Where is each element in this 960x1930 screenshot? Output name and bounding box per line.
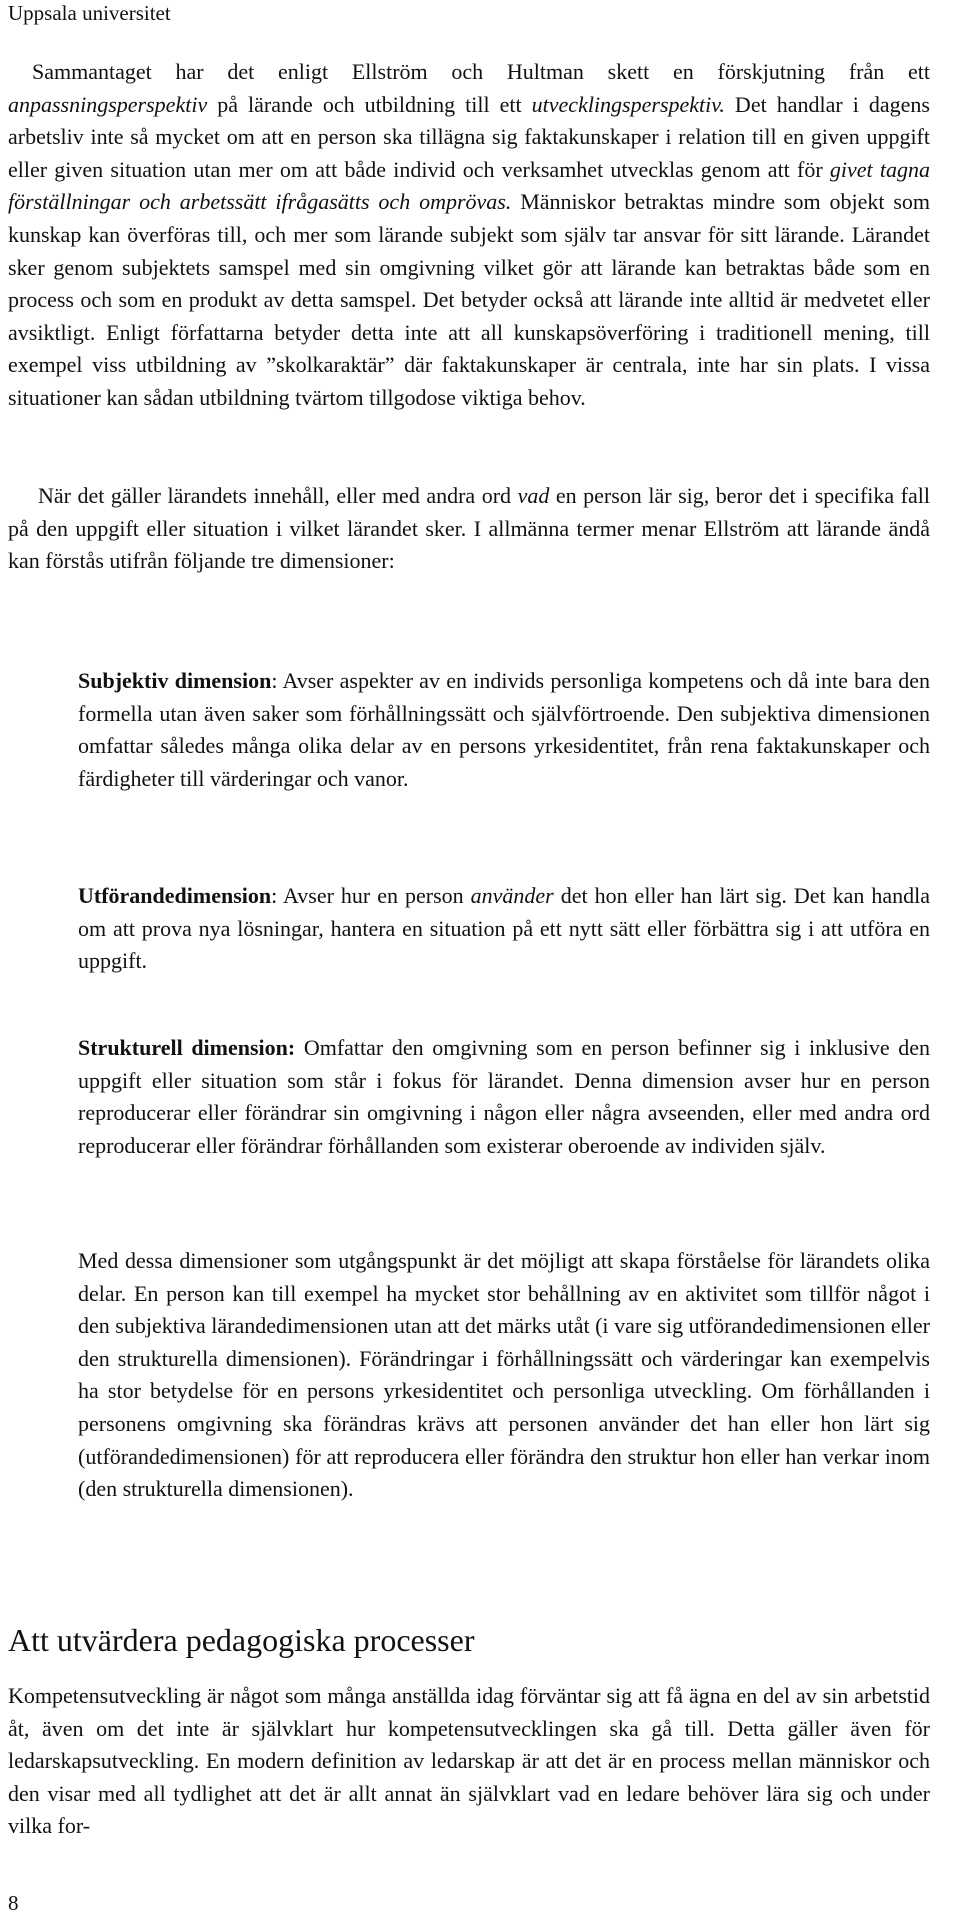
dimension-structural-term: Strukturell dimension: <box>78 1035 296 1060</box>
dimension-subjective-text: : Avser aspekter av en individs personliga kompetens och då inte bara den formella utan även saker som förhållningssätt och självförtroende. Den subjektiva dimensionen omfattar således många olika delar av en persons yrkesidentitet, från rena faktakunskaper och färdigheter till värderingar och vanor. <box>78 668 930 791</box>
section-heading: Att utvärdera pedagogiska processer <box>8 1622 475 1658</box>
dimension-structural <box>78 1032 930 1162</box>
running-header: Uppsala universitet <box>8 1 171 25</box>
p1-italic-3: givet tagna förställningar och arbetssätt ifrågasätts och omprövas. <box>8 156 930 215</box>
p1-italic-2: utvecklingsperspektiv. <box>531 91 725 117</box>
page-number: 8 <box>8 1891 19 1915</box>
p1-text-4: Människor betraktas mindre som objekt som kunskap kan överföras till, och mer som lärande subjekt som själv tar ansvar för sitt lärande. <box>8 189 930 247</box>
dimension-structural-text: Omfattar den omgivning som en person befinner sig i inklusive den uppgift eller situation som står i fokus för lärandet. Denna dimension avser hur en person reproducerar eller förändrar sin omgivning i någon eller några avseenden, eller med andra ord reproducerar eller förändrar förhållanden som existerar oberoende av individen själv. <box>78 1035 931 1158</box>
paragraph-competence-development: Kompetensutveckling är något som många anställda idag förväntar sig att få ägna en del av sin arbetstid åt, även om det inte är självklart hur kompetensutvecklingen ska gå till. Detta gäller även för ledarskapsutveckling. En modern definition av ledarskap är att det är en process mellan människor och den visar med all tydlighet att det är allt annat än självklart vad en ledare behöver lära sig och under vilka for- <box>8 1683 930 1839</box>
dimension-performance-term: Utförandedimension <box>78 883 272 908</box>
p1-text-1: Sammantaget har det enligt Ellström och Hultman skett en förskjutning från ett <box>32 59 930 84</box>
paragraph-learning-content <box>8 480 930 578</box>
p1-text-5: Lärandet sker genom subjektets samspel med sin omgivning vilket gör att lärande kan betraktas både som en process och som en produkt av detta samspel. Det betyder också att lärande inte alltid är medvetet eller avsiktligt. Enligt författarna betyder detta inte att all kunskapsöverföring i traditionell mening, till exempel viss utbildning av ”skolkaraktär” där faktakunskaper är centrala, inte har sin plats. I vissa situationer kan sådan utbildning tvärtom tillgodose viktiga behov. <box>8 221 930 410</box>
p1-italic-1: anpassningsperspektiv <box>8 91 208 117</box>
paragraph-dimension-understanding: Med dessa dimensioner som utgångspunkt är det möjligt att skapa förståelse för lärandets olika delar. En person kan till exempel ha mycket stor behållning av en aktivitet som tillför något i den subjektiva lärandedimensionen utan att det märks utåt (i vare sig utförandedimensionen eller den strukturella dimensionen). Förändringar i förhållningssätt och värderingar kan exempelvis ha stor betydelse för en persons yrkesidentitet och personliga utveckling. Om förhållanden i personens omgivning ska förändras krävs att personen använder det han eller hon lärt sig (utförandedimensionen) för att reproducera eller förändra den struktur hon eller han verkar inom (den strukturella dimensionen). <box>78 1248 930 1502</box>
dimension-performance-text-1: : Avser hur en person <box>271 883 471 908</box>
p2-italic-1: vad <box>517 483 550 508</box>
dimension-subjective <box>78 665 930 795</box>
dimension-performance <box>78 880 930 978</box>
p1-text-3: Det handlar i dagens arbetsliv inte så mycket om att en person ska tillägna sig faktakunskaper i relation till en given uppgift eller given situation utan mer om att både individ och verksamhet utvecklas genom att för <box>8 91 930 182</box>
dimension-performance-text-2: det hon eller han lärt sig. Det kan handla om att prova nya lösningar, hantera en situation på ett nytt sätt eller förbättra sig i att utföra en uppgift. <box>78 883 930 974</box>
paragraph-perspective-shift <box>8 56 930 415</box>
p1-text-2: på lärande och utbildning till ett <box>207 91 532 117</box>
dimension-subjective-term: Subjektiv dimension <box>78 668 272 693</box>
p2-text-2: en person lär sig, beror det i specifika fall på den uppgift eller situation i vilket lärandet sker. I allmänna termer menar Ellström att lärande ändå kan förstås utifrån följande tre dimensioner: <box>8 483 930 574</box>
dimension-performance-italic: använder <box>470 883 554 908</box>
p2-text-1: När det gäller lärandets innehåll, eller med andra ord <box>38 483 518 508</box>
